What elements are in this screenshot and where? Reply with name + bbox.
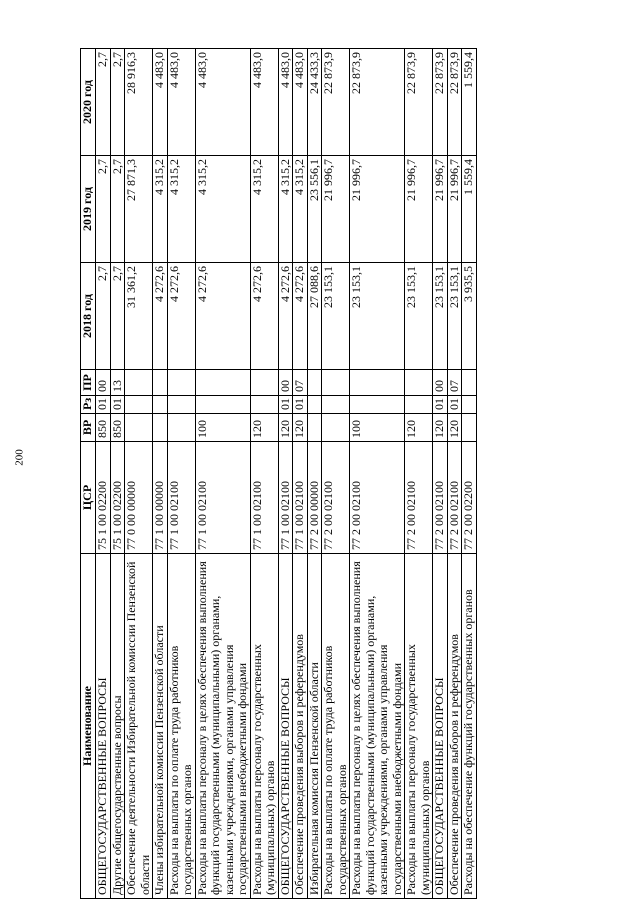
table-row <box>350 49 405 899</box>
cell-name: Расходы на выплаты по оплате труда работников государственных органов <box>322 554 350 899</box>
table-row <box>447 49 462 899</box>
table-row <box>125 49 153 899</box>
cell-2019: 21 996,7 <box>350 156 405 263</box>
cell-csr: 77 2 00 00000 <box>307 442 322 554</box>
header-2018: 2018 год <box>81 263 96 370</box>
cell-2019: 4 315,2 <box>195 156 250 263</box>
header-pr: ПР <box>81 370 96 396</box>
cell-name: Обеспечение деятельности Избирательной комиссии Пензенской области <box>125 554 153 899</box>
cell-2019: 23 556,1 <box>307 156 322 263</box>
cell-2020: 4 483,0 <box>153 49 168 156</box>
cell-rz <box>167 396 195 414</box>
cell-vr: 120 <box>278 414 293 442</box>
table-row <box>110 49 125 899</box>
table-row <box>322 49 350 899</box>
cell-name: Обеспечение проведения выборов и референдумов <box>447 554 462 899</box>
cell-2018: 23 153,1 <box>405 263 433 370</box>
cell-name: Члены избирательной комиссии Пензенской области <box>153 554 168 899</box>
cell-name: Обеспечение проведения выборов и референдумов <box>293 554 308 899</box>
cell-2019: 4 315,2 <box>278 156 293 263</box>
cell-2018: 23 153,1 <box>350 263 405 370</box>
cell-vr <box>462 414 477 442</box>
cell-name: Расходы на выплаты по оплате труда работников государственных органов <box>167 554 195 899</box>
cell-2019: 4 315,2 <box>293 156 308 263</box>
cell-csr: 77 1 00 02100 <box>250 442 278 554</box>
cell-vr <box>125 414 153 442</box>
table-row <box>250 49 278 899</box>
cell-name: Другие общегосударственные вопросы <box>110 554 125 899</box>
table-row <box>405 49 433 899</box>
cell-pr <box>405 370 433 396</box>
cell-2019: 21 996,7 <box>405 156 433 263</box>
table-body <box>96 49 477 899</box>
cell-vr <box>167 414 195 442</box>
cell-csr: 75 1 00 02200 <box>110 442 125 554</box>
header-rz: Рз <box>81 396 96 414</box>
cell-2020: 4 483,0 <box>250 49 278 156</box>
cell-name: Расходы на выплаты персоналу в целях обеспечения выполнения функций государственными (муниципальными) органами, казенными учреждениями, органами управления государственными внебюджетными фондами <box>195 554 250 899</box>
cell-csr: 77 1 00 02100 <box>167 442 195 554</box>
cell-csr: 77 2 00 02100 <box>447 442 462 554</box>
cell-csr: 77 2 00 02100 <box>322 442 350 554</box>
cell-2018: 4 272,6 <box>293 263 308 370</box>
page-number: 200 <box>13 449 26 466</box>
cell-2019: 21 996,7 <box>433 156 448 263</box>
cell-name: ОБЩЕГОСУДАРСТВЕННЫЕ ВОПРОСЫ <box>96 554 111 899</box>
cell-csr: 77 1 00 02100 <box>195 442 250 554</box>
cell-rz <box>250 396 278 414</box>
cell-2019: 2,7 <box>110 156 125 263</box>
cell-2018: 4 272,6 <box>250 263 278 370</box>
cell-vr: 850 <box>96 414 111 442</box>
cell-csr: 77 0 00 00000 <box>125 442 153 554</box>
table-row <box>278 49 293 899</box>
cell-2020: 4 483,0 <box>195 49 250 156</box>
cell-pr <box>195 370 250 396</box>
cell-name: ОБЩЕГОСУДАРСТВЕННЫЕ ВОПРОСЫ <box>278 554 293 899</box>
cell-2020: 22 873,9 <box>447 49 462 156</box>
cell-csr: 77 1 00 02100 <box>293 442 308 554</box>
cell-2018: 4 272,6 <box>195 263 250 370</box>
cell-rz <box>322 396 350 414</box>
budget-table-container <box>80 49 540 899</box>
cell-rz <box>462 396 477 414</box>
cell-name: Расходы на обеспечение функций государственных органов <box>462 554 477 899</box>
cell-2018: 2,7 <box>96 263 111 370</box>
cell-2019: 4 315,2 <box>167 156 195 263</box>
cell-csr: 77 1 00 00000 <box>153 442 168 554</box>
cell-pr <box>125 370 153 396</box>
cell-pr <box>350 370 405 396</box>
header-2019: 2019 год <box>81 156 96 263</box>
cell-name: Избирательная комиссия Пензенской области <box>307 554 322 899</box>
cell-2018: 2,7 <box>110 263 125 370</box>
cell-2018: 23 153,1 <box>322 263 350 370</box>
cell-2020: 24 433,3 <box>307 49 322 156</box>
cell-pr <box>250 370 278 396</box>
cell-rz: 01 <box>278 396 293 414</box>
cell-2018: 3 935,5 <box>462 263 477 370</box>
header-name: Наименование <box>81 554 96 899</box>
header-vr: ВР <box>81 414 96 442</box>
cell-csr: 77 2 00 02100 <box>350 442 405 554</box>
cell-pr: 07 <box>447 370 462 396</box>
cell-2020: 22 873,9 <box>350 49 405 156</box>
header-csr: ЦСР <box>81 442 96 554</box>
cell-2019: 21 996,7 <box>447 156 462 263</box>
cell-csr: 77 2 00 02100 <box>405 442 433 554</box>
table-row <box>195 49 250 899</box>
cell-rz <box>350 396 405 414</box>
cell-vr: 100 <box>350 414 405 442</box>
cell-vr: 120 <box>447 414 462 442</box>
cell-csr: 77 2 00 02100 <box>433 442 448 554</box>
cell-2020: 4 483,0 <box>278 49 293 156</box>
cell-vr: 120 <box>250 414 278 442</box>
cell-2019: 21 996,7 <box>322 156 350 263</box>
cell-name: ОБЩЕГОСУДАРСТВЕННЫЕ ВОПРОСЫ <box>433 554 448 899</box>
cell-csr: 75 1 00 02200 <box>96 442 111 554</box>
header-row <box>81 49 96 899</box>
cell-rz: 01 <box>447 396 462 414</box>
cell-vr: 850 <box>110 414 125 442</box>
cell-pr: 13 <box>110 370 125 396</box>
cell-pr: 07 <box>293 370 308 396</box>
cell-rz <box>195 396 250 414</box>
cell-pr <box>167 370 195 396</box>
table-row <box>153 49 168 899</box>
cell-rz: 01 <box>293 396 308 414</box>
table-row <box>433 49 448 899</box>
cell-2018: 4 272,6 <box>167 263 195 370</box>
cell-2018: 23 153,1 <box>447 263 462 370</box>
table-row <box>96 49 111 899</box>
cell-2019: 4 315,2 <box>153 156 168 263</box>
cell-2019: 1 559,4 <box>462 156 477 263</box>
cell-name: Расходы на выплаты персоналу в целях обеспечения выполнения функций государственными (муниципальными) органами, казенными учреждениями, органами управления государственными внебюджетными фондами <box>350 554 405 899</box>
cell-rz: 01 <box>433 396 448 414</box>
table-row <box>167 49 195 899</box>
header-2020: 2020 год <box>81 49 96 156</box>
budget-table <box>80 48 477 899</box>
cell-vr <box>322 414 350 442</box>
cell-2020: 22 873,9 <box>405 49 433 156</box>
cell-rz: 01 <box>110 396 125 414</box>
cell-vr: 120 <box>433 414 448 442</box>
cell-2020: 2,7 <box>96 49 111 156</box>
cell-rz <box>125 396 153 414</box>
cell-2020: 22 873,9 <box>322 49 350 156</box>
cell-pr <box>153 370 168 396</box>
cell-name: Расходы на выплаты персоналу государственных (муниципальных) органов <box>250 554 278 899</box>
cell-pr <box>307 370 322 396</box>
cell-vr: 120 <box>405 414 433 442</box>
cell-pr: 00 <box>278 370 293 396</box>
cell-csr: 77 1 00 02100 <box>278 442 293 554</box>
table-header <box>81 49 96 899</box>
cell-pr <box>322 370 350 396</box>
cell-pr: 00 <box>433 370 448 396</box>
cell-2020: 22 873,9 <box>433 49 448 156</box>
cell-name: Расходы на выплаты персоналу государственных (муниципальных) органов <box>405 554 433 899</box>
cell-vr: 100 <box>195 414 250 442</box>
cell-rz <box>153 396 168 414</box>
cell-csr: 77 2 00 02200 <box>462 442 477 554</box>
cell-2018: 4 272,6 <box>153 263 168 370</box>
cell-vr <box>307 414 322 442</box>
cell-2020: 2,7 <box>110 49 125 156</box>
cell-2020: 1 559,4 <box>462 49 477 156</box>
cell-2019: 2,7 <box>96 156 111 263</box>
cell-2020: 28 916,3 <box>125 49 153 156</box>
cell-pr: 00 <box>96 370 111 396</box>
cell-2019: 27 871,3 <box>125 156 153 263</box>
table-row <box>307 49 322 899</box>
cell-2018: 27 088,6 <box>307 263 322 370</box>
cell-rz <box>307 396 322 414</box>
cell-2018: 31 361,2 <box>125 263 153 370</box>
cell-vr <box>153 414 168 442</box>
cell-rz: 01 <box>96 396 111 414</box>
cell-pr <box>462 370 477 396</box>
cell-vr: 120 <box>293 414 308 442</box>
table-row <box>462 49 477 899</box>
cell-2019: 4 315,2 <box>250 156 278 263</box>
cell-2018: 23 153,1 <box>433 263 448 370</box>
cell-2018: 4 272,6 <box>278 263 293 370</box>
table-row <box>293 49 308 899</box>
cell-2020: 4 483,0 <box>293 49 308 156</box>
cell-rz <box>405 396 433 414</box>
cell-2020: 4 483,0 <box>167 49 195 156</box>
